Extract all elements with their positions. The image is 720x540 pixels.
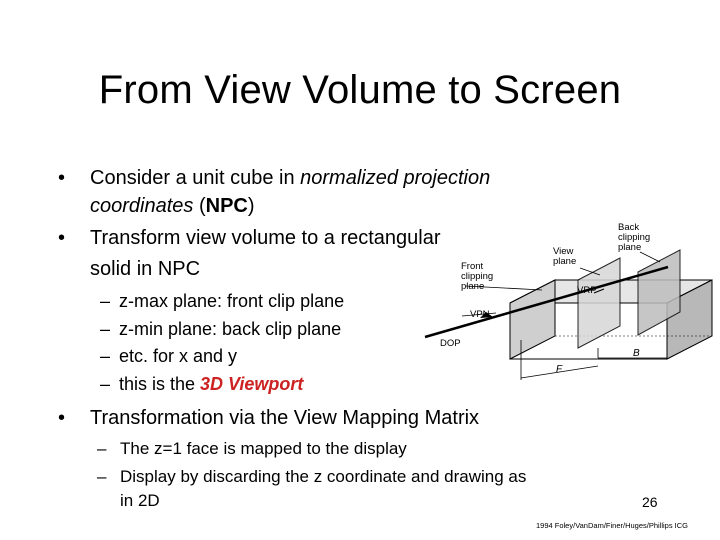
back-clip-label-2: clipping	[618, 232, 651, 243]
page-number: 26	[642, 494, 658, 510]
view-plane-label-1: View	[553, 246, 574, 257]
back-clip-label-3: plane	[618, 242, 642, 253]
credit-line: 1994 Foley/VanDam/Finer/Huges/Phillips ICG	[536, 521, 689, 530]
back-clip-label-1: Back	[618, 222, 640, 233]
b-label: B	[633, 348, 640, 359]
dop-label: DOP	[440, 338, 461, 349]
front-clip-plane	[510, 280, 555, 359]
vpn-label: VPN	[470, 309, 490, 320]
view-plane	[578, 258, 620, 348]
front-clip-label-1: Front	[461, 261, 484, 272]
view-plane-label-2: plane	[553, 256, 577, 267]
front-clip-label-3: plane	[461, 281, 485, 292]
f-label: F	[556, 364, 563, 375]
vrp-label: VRP	[577, 285, 597, 296]
viewport-highlight: 3D Viewport	[200, 374, 304, 394]
front-clip-label-2: clipping	[461, 271, 494, 282]
slide-title: From View Volume to Screen	[98, 68, 622, 112]
